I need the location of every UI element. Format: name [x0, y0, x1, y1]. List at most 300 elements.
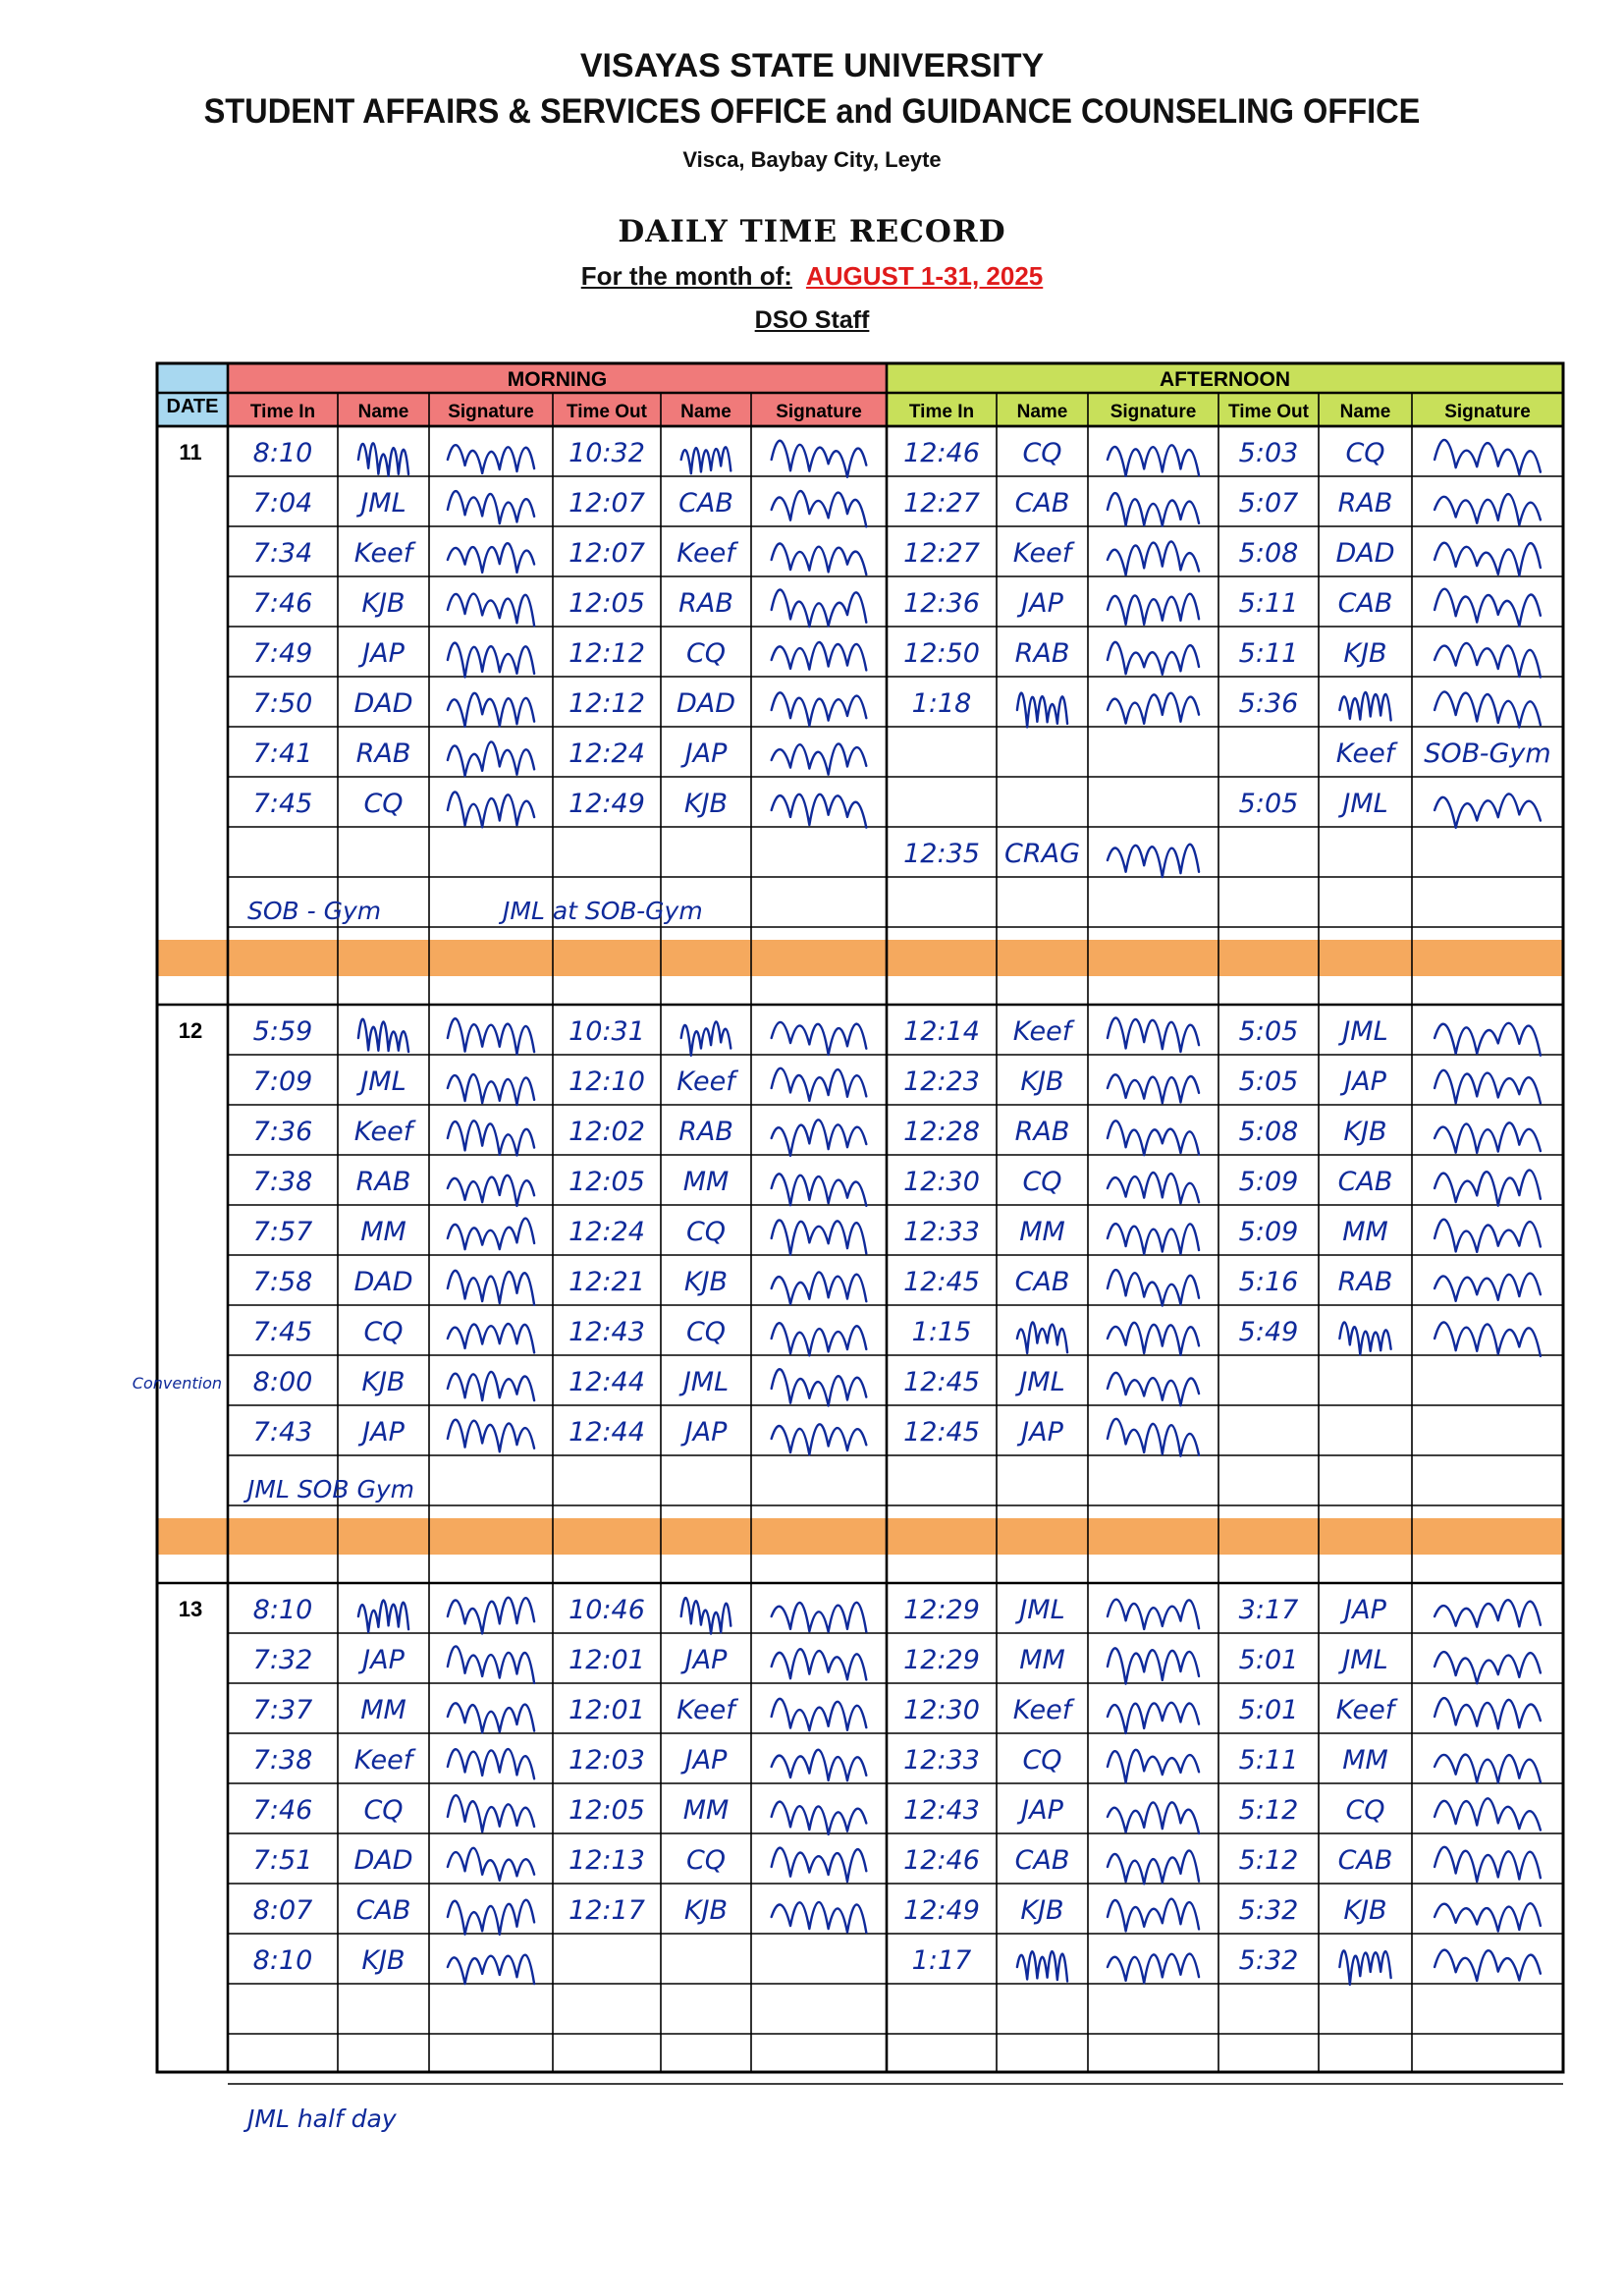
entry-cell: JAP: [1021, 1417, 1063, 1448]
dtr-grid: [132, 363, 1563, 2133]
entry-cell: 12:03: [568, 1745, 645, 1776]
day-separator: [157, 1518, 1563, 1555]
signature-mark: [772, 642, 867, 670]
entry-cell: 7:46: [252, 1795, 313, 1826]
entry-cell: 12:50: [903, 638, 980, 669]
signature-mark: [772, 1699, 867, 1730]
entry-cell: MM: [360, 1695, 406, 1725]
signature-mark: [448, 1795, 534, 1831]
day-label-12: 12: [178, 1018, 203, 1043]
signature-mark: [1435, 1755, 1541, 1783]
signature-mark: [1108, 1270, 1199, 1305]
entry-cell: 12:24: [568, 738, 645, 769]
signature-mark: [448, 1420, 534, 1452]
entry-cell: 12:12: [568, 638, 645, 669]
signature-mark: [448, 1598, 534, 1634]
entry-cell: 12:12: [568, 688, 645, 719]
entry-cell: 12:01: [568, 1695, 645, 1725]
entry-cell: 12:33: [903, 1217, 980, 1247]
signature-mark: [772, 1750, 867, 1780]
column-header-name: Name: [1016, 402, 1068, 422]
signature-mark: [1108, 1750, 1199, 1783]
signature-mark: [1435, 1170, 1541, 1205]
entry-cell: 5:08: [1238, 1117, 1299, 1147]
signature-mark: [772, 1120, 867, 1155]
entry-cell: JAP: [684, 1645, 728, 1675]
signature-mark: [1108, 1419, 1199, 1456]
entry-cell: RAB: [1014, 1117, 1070, 1147]
entry-cell: Keef: [1012, 1695, 1072, 1725]
entry-cell: 12:27: [903, 488, 980, 519]
signature-mark: [1108, 1850, 1199, 1884]
entry-cell: 7:43: [252, 1417, 313, 1448]
entry-cell: MM: [1019, 1645, 1065, 1675]
entry-cell: CQ: [1345, 438, 1385, 468]
signature-mark: [772, 1902, 867, 1933]
signature-mark: [772, 544, 867, 575]
signature-mark: [1435, 1070, 1541, 1104]
column-header-name: Name: [1339, 402, 1391, 422]
entry-cell: 12:49: [568, 789, 645, 819]
entry-cell: 12:05: [568, 588, 645, 619]
signature-mark: [1435, 691, 1541, 727]
entry-cell: 10:31: [568, 1016, 645, 1047]
entry-cell: 12:13: [568, 1845, 645, 1876]
entry-cell: 12:44: [568, 1367, 645, 1397]
block-note: JML at SOB-Gym: [503, 897, 703, 925]
entry-cell: JAP: [684, 738, 728, 769]
entry-cell: 12:43: [903, 1795, 980, 1826]
signature-mark: [448, 1018, 534, 1054]
entry-cell: CQ: [363, 1795, 404, 1826]
signature-mark: [448, 445, 534, 473]
signature-mark: [1339, 1323, 1390, 1355]
entry-cell: CQ: [685, 1317, 727, 1347]
entry-cell: 10:32: [568, 438, 645, 468]
signature-mark: [448, 1271, 534, 1305]
signature-mark: [772, 743, 867, 774]
signature-mark: [1108, 1954, 1199, 1984]
signature-mark: [1108, 445, 1199, 475]
signature-mark: [1108, 1121, 1199, 1155]
signature-mark: [448, 1372, 534, 1400]
column-header-name: Name: [357, 402, 409, 422]
entry-cell: 5:12: [1238, 1795, 1299, 1826]
entry-cell: 12:10: [568, 1066, 645, 1097]
entry-cell: 5:32: [1238, 1945, 1299, 1976]
signature-mark: [772, 1174, 867, 1205]
entry-cell: 7:49: [252, 638, 313, 669]
entry-cell: JML: [1019, 1595, 1065, 1625]
column-header-signature: Signature: [448, 402, 534, 422]
entry-cell: 3:17: [1238, 1595, 1299, 1625]
entry-cell: 12:14: [903, 1016, 980, 1047]
entry-cell: KJB: [1343, 1117, 1387, 1147]
time-record-table: [132, 363, 1563, 2133]
entry-cell: 8:10: [252, 438, 313, 468]
signature-mark: [1435, 1274, 1541, 1301]
entry-cell: CAB: [1337, 588, 1393, 619]
entry-cell: 12:28: [903, 1117, 980, 1147]
signature-mark: [1108, 1703, 1199, 1733]
signature-mark: [1108, 1173, 1199, 1203]
signature-mark: [448, 1703, 534, 1732]
date-column-header: DATE: [166, 396, 219, 417]
signature-mark: [1435, 1798, 1541, 1830]
signature-mark: [1435, 494, 1541, 525]
entry-cell: 7:46: [252, 588, 313, 619]
signature-mark: [772, 692, 867, 726]
signature-mark: [448, 693, 534, 727]
signature-mark: [1108, 1323, 1199, 1355]
signature-mark: [1435, 1122, 1541, 1153]
signature-mark: [1108, 594, 1199, 625]
signature-mark: [1108, 1802, 1199, 1833]
entry-cell: 7:58: [252, 1267, 313, 1297]
entry-cell: 7:41: [252, 738, 313, 769]
entry-cell: KJB: [361, 1945, 406, 1976]
entry-cell: KJB: [361, 1367, 406, 1397]
office-address: Visca, Baybay City, Leyte: [682, 147, 942, 172]
entry-cell: 12:24: [568, 1217, 645, 1247]
entry-cell: 12:45: [903, 1367, 980, 1397]
entry-cell: 12:44: [568, 1417, 645, 1448]
signature-mark: [772, 1022, 867, 1055]
entry-cell: JAP: [1021, 1795, 1063, 1826]
entry-cell: 1:17: [911, 1945, 972, 1976]
entry-cell: JML: [1342, 1016, 1388, 1047]
entry-cell: DAD: [1335, 538, 1395, 569]
afternoon-header: AFTERNOON: [1160, 368, 1290, 391]
entry-cell: 12:30: [903, 1695, 980, 1725]
signature-mark: [772, 1369, 867, 1405]
signature-mark: [1435, 440, 1541, 474]
entry-cell: CAB: [1337, 1845, 1393, 1876]
entry-cell: JAP: [1021, 588, 1063, 619]
entry-cell: CAB: [1337, 1167, 1393, 1197]
entry-cell: 5:12: [1238, 1845, 1299, 1876]
entry-cell: 7:37: [252, 1695, 313, 1725]
entry-cell: JML: [360, 1066, 406, 1097]
signature-mark: [1435, 1698, 1541, 1728]
column-header-time-out: Time Out: [1228, 402, 1309, 422]
signature-mark: [1435, 643, 1541, 678]
signature-mark: [772, 1603, 867, 1632]
entry-cell: RAB: [1337, 1267, 1393, 1297]
staff-label: DSO Staff: [754, 306, 870, 334]
signature-mark: [448, 1324, 534, 1352]
entry-cell: 5:01: [1238, 1695, 1299, 1725]
entry-cell: Keef: [1335, 1695, 1395, 1725]
signature-mark: [448, 543, 534, 573]
signature-mark: [448, 1955, 534, 1984]
signature-mark: [448, 594, 534, 627]
entry-cell: 7:38: [252, 1745, 313, 1776]
entry-cell: 5:49: [1238, 1317, 1299, 1347]
month-line: [0, 261, 1624, 292]
entry-cell: 5:07: [1238, 488, 1299, 519]
entry-cell: 12:07: [568, 488, 645, 519]
entry-cell: JAP: [362, 1417, 405, 1448]
entry-cell: 7:45: [252, 1317, 313, 1347]
entry-cell: DAD: [353, 688, 413, 719]
entry-cell: 7:04: [252, 488, 313, 519]
entry-cell: CAB: [678, 488, 733, 519]
signature-mark: [448, 792, 534, 827]
entry-cell: 5:08: [1238, 538, 1299, 569]
signature-mark: [1435, 1652, 1541, 1683]
office-name: STUDENT AFFAIRS & SERVICES OFFICE and GUIDANCE COUNSELING OFFICE: [203, 92, 1421, 131]
entry-cell: KJB: [361, 588, 406, 619]
signature-mark: [1435, 1322, 1541, 1355]
entry-cell: RAB: [1337, 488, 1393, 519]
entry-cell: CAB: [355, 1895, 411, 1926]
entry-cell: JAP: [1344, 1595, 1386, 1625]
entry-cell: Keef: [1012, 1016, 1072, 1047]
entry-cell: MM: [1342, 1745, 1388, 1776]
entry-cell: Keef: [353, 1745, 413, 1776]
signature-mark: [1435, 1600, 1541, 1627]
entry-cell: MM: [1342, 1217, 1388, 1247]
entry-cell: KJB: [683, 1895, 729, 1926]
entry-cell: JML: [360, 488, 406, 519]
entry-cell: 1:15: [911, 1317, 972, 1347]
entry-cell: RAB: [678, 1117, 733, 1147]
entry-cell: KJB: [683, 1267, 729, 1297]
entry-cell: CAB: [1014, 1845, 1070, 1876]
signature-mark: [1108, 1074, 1199, 1103]
entry-cell: 5:05: [1238, 1066, 1299, 1097]
entry-cell: 5:05: [1238, 789, 1299, 819]
signature-mark: [448, 1749, 534, 1778]
column-header-signature: Signature: [1444, 402, 1531, 422]
entry-cell: 7:36: [252, 1117, 313, 1147]
signature-mark: [1435, 543, 1541, 575]
signature-mark: [1108, 1373, 1199, 1405]
entry-cell: 5:03: [1238, 438, 1299, 468]
entry-cell: Keef: [353, 1117, 413, 1147]
entry-cell: 8:00: [252, 1367, 313, 1397]
entry-cell: KJB: [683, 789, 729, 819]
entry-cell: 5:09: [1238, 1167, 1299, 1197]
entry-cell: 12:29: [903, 1595, 980, 1625]
entry-cell: 12:02: [568, 1117, 645, 1147]
entry-cell: 5:09: [1238, 1217, 1299, 1247]
entry-cell: RAB: [355, 1167, 411, 1197]
signature-mark: [448, 1646, 534, 1682]
signature-mark: [448, 643, 534, 678]
column-header-time-out: Time Out: [567, 402, 647, 422]
entry-cell: Keef: [677, 538, 735, 569]
signature-mark: [1108, 642, 1199, 675]
entry-cell: 7:38: [252, 1167, 313, 1197]
column-header-time-in: Time In: [908, 402, 975, 422]
signature-mark: [772, 1649, 867, 1679]
signature-mark: [358, 1019, 408, 1052]
signature-mark: [1435, 1847, 1541, 1882]
entry-cell: MM: [682, 1795, 730, 1826]
signature-mark: [772, 1802, 867, 1834]
signature-mark: [448, 1175, 534, 1206]
column-header-time-in: Time In: [249, 402, 316, 422]
entry-cell: 12:05: [568, 1795, 645, 1826]
signature-mark: [448, 1121, 534, 1155]
entry-cell: 12:46: [903, 438, 980, 468]
day-label-11: 11: [179, 440, 202, 465]
entry-cell: 12:29: [903, 1645, 980, 1675]
month-label: For the month of:: [580, 261, 792, 291]
entry-cell: 10:46: [568, 1595, 645, 1625]
entry-cell: 7:09: [252, 1066, 313, 1097]
entry-cell: 12:21: [568, 1267, 645, 1297]
entry-cell: 12:23: [903, 1066, 980, 1097]
day-separator: [157, 940, 1563, 976]
entry-cell: 7:45: [252, 789, 313, 819]
entry-cell: 12:07: [568, 538, 645, 569]
entry-cell: 12:49: [903, 1895, 980, 1926]
entry-cell: 5:36: [1238, 688, 1299, 719]
entry-cell: CAB: [1014, 1267, 1070, 1297]
entry-cell: 5:16: [1238, 1267, 1299, 1297]
entry-cell: 5:11: [1238, 638, 1299, 669]
entry-cell: 1:18: [911, 688, 972, 719]
entry-cell: 12:27: [903, 538, 980, 569]
signature-mark: [772, 491, 867, 526]
entry-cell: 12:05: [568, 1167, 645, 1197]
signature-mark: [772, 1068, 867, 1101]
entry-cell: 5:11: [1238, 1745, 1299, 1776]
entry-cell: CQ: [1345, 1795, 1385, 1826]
entry-cell: 7:34: [252, 538, 313, 569]
signature-mark: [1108, 1648, 1199, 1683]
entry-cell: KJB: [1343, 638, 1387, 669]
signature-mark: [1108, 493, 1199, 526]
entry-cell: 12:33: [903, 1745, 980, 1776]
entry-cell: Keef: [353, 538, 413, 569]
entry-cell: JAP: [362, 638, 405, 669]
entry-cell: KJB: [1343, 1895, 1387, 1926]
signature-mark: [772, 794, 867, 828]
signature-mark: [448, 1074, 534, 1105]
signature-mark: [358, 443, 408, 475]
entry-cell: 5:59: [252, 1016, 313, 1047]
signature-mark: [1435, 589, 1541, 627]
entry-cell: 8:10: [252, 1945, 313, 1976]
signature-mark: [772, 1323, 867, 1355]
block-note: JML SOB Gym: [247, 1475, 414, 1503]
block-note: JML half day: [247, 2105, 397, 2133]
university-name: VISAYAS STATE UNIVERSITY: [579, 47, 1045, 84]
signature-mark: [681, 1598, 731, 1633]
entry-cell: Keef: [1012, 538, 1072, 569]
signature-mark: [772, 590, 867, 628]
entry-cell: 5:01: [1238, 1645, 1299, 1675]
entry-cell: SOB-Gym: [1424, 738, 1551, 769]
entry-cell: RAB: [355, 738, 411, 769]
entry-cell: KJB: [1020, 1895, 1064, 1926]
entry-cell: Keef: [677, 1695, 735, 1725]
signature-mark: [1108, 541, 1199, 574]
signature-mark: [772, 1220, 867, 1254]
entry-cell: DAD: [676, 688, 736, 719]
signature-mark: [772, 1424, 867, 1454]
morning-header: MORNING: [507, 368, 608, 391]
entry-cell: CQ: [1022, 1745, 1062, 1776]
entry-cell: 12:46: [903, 1845, 980, 1876]
signature-mark: [681, 447, 731, 473]
column-header-signature: Signature: [776, 402, 862, 422]
entry-cell: JML: [1019, 1367, 1065, 1397]
entry-cell: 5:32: [1238, 1895, 1299, 1926]
entry-cell: CRAG: [1003, 839, 1081, 869]
entry-cell: Keef: [677, 1066, 735, 1097]
entry-cell: JML: [682, 1367, 730, 1397]
signature-mark: [772, 1848, 867, 1882]
entry-cell: 7:51: [252, 1845, 313, 1876]
entry-cell: 5:05: [1238, 1016, 1299, 1047]
document-title: DAILY TIME RECORD: [618, 214, 1006, 249]
entry-cell: 12:30: [903, 1167, 980, 1197]
signature-mark: [681, 1021, 731, 1055]
signature-mark: [1435, 793, 1541, 827]
entry-cell: CQ: [1022, 1167, 1062, 1197]
signature-mark: [1108, 693, 1199, 724]
signature-mark: [1108, 1224, 1199, 1254]
entry-cell: RAB: [1014, 638, 1070, 669]
entry-cell: JML: [1342, 789, 1388, 819]
entry-cell: MM: [1019, 1217, 1065, 1247]
column-header-signature: Signature: [1110, 402, 1197, 422]
entry-cell: MM: [682, 1167, 730, 1197]
signature-mark: [1017, 1951, 1067, 1981]
entry-cell: Keef: [1335, 738, 1395, 769]
signature-mark: [772, 441, 867, 477]
entry-cell: 12:43: [568, 1317, 645, 1347]
day-label-13: 13: [178, 1597, 203, 1621]
entry-cell: 7:57: [252, 1217, 313, 1247]
signature-mark: [1017, 1322, 1067, 1352]
signature-mark: [1108, 1899, 1199, 1932]
entry-cell: 12:35: [903, 839, 980, 869]
signature-mark: [358, 1600, 408, 1632]
entry-cell: JAP: [684, 1417, 728, 1448]
entry-cell: DAD: [353, 1845, 413, 1876]
signature-mark: [1435, 1023, 1541, 1056]
margin-note: Convention: [132, 1374, 222, 1393]
entry-cell: DAD: [353, 1267, 413, 1297]
signature-mark: [1108, 1600, 1199, 1629]
entry-cell: CQ: [1022, 438, 1062, 468]
entry-cell: 7:50: [252, 688, 313, 719]
signature-mark: [1017, 693, 1067, 728]
signature-mark: [1339, 692, 1390, 720]
entry-cell: CQ: [685, 638, 727, 669]
entry-cell: 8:10: [252, 1595, 313, 1625]
entry-cell: 12:45: [903, 1417, 980, 1448]
signature-mark: [1435, 1220, 1541, 1252]
signature-mark: [1435, 1950, 1541, 1981]
signature-mark: [1108, 845, 1199, 877]
signature-mark: [772, 1272, 867, 1304]
entry-cell: JAP: [362, 1645, 405, 1675]
entry-cell: CQ: [363, 1317, 404, 1347]
entry-cell: 7:32: [252, 1645, 313, 1675]
signature-mark: [1435, 1903, 1541, 1931]
entry-cell: MM: [360, 1217, 406, 1247]
entry-cell: 12:17: [568, 1895, 645, 1926]
entry-cell: 8:07: [252, 1895, 313, 1926]
signature-mark: [1339, 1950, 1390, 1985]
